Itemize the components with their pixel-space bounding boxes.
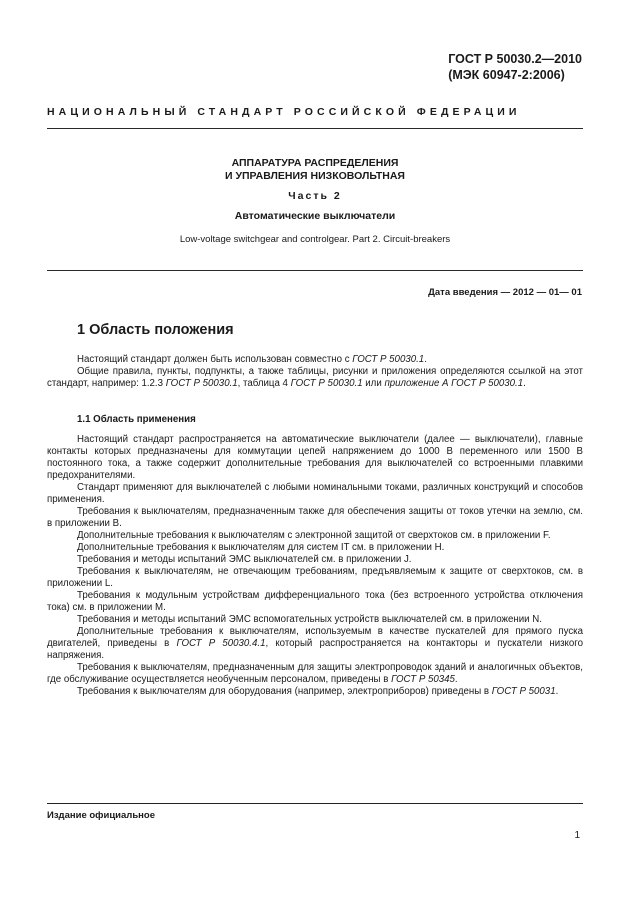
document-subtitle: Автоматические выключатели xyxy=(234,210,396,222)
paragraph: Требования и методы испытаний ЭМС выключателей см. в приложении J. xyxy=(77,554,412,565)
title-divider xyxy=(47,270,583,271)
paragraph: Требования к выключателям, не отвечающим требованиям, предъявляемым к защите от сверхтоков, см. в приложении L. xyxy=(47,566,583,589)
title-line-2: И УПРАВЛЕНИЯ НИЗКОВОЛЬТНАЯ xyxy=(225,170,405,182)
top-divider xyxy=(47,128,583,129)
section-1-heading: 1 Область положения xyxy=(77,322,234,338)
title-line-1: АППАРАТУРА РАСПРЕДЕЛЕНИЯ xyxy=(231,157,399,169)
paragraph: Общие правила, пункты, подпункты, а также таблицы, рисунки и приложения определяются ссылкой на этот стандарт, например: 1.2.3 ГОСТ Р 50030.1, таблица 4 ГОСТ Р 50030.1 или приложение А ГОСТ Р 50030.1. xyxy=(47,366,583,389)
document-title xyxy=(47,157,583,183)
standard-reference: ГОСТ Р 50030.1 xyxy=(352,354,425,365)
standard-reference: ГОСТ Р 50030.4.1 xyxy=(176,638,266,649)
english-title: Low-voltage switchgear and controlgear. Part 2. Circuit-breakers xyxy=(179,234,451,245)
annex-reference: приложение А ГОСТ Р 50030.1 xyxy=(384,378,524,389)
paragraph: Требования к модульным устройствам дифференциального тока (без встроенного устройства отключения тока) см. в приложении М. xyxy=(47,590,583,613)
paragraph: Настоящий стандарт распространяется на автоматические выключатели (далее — выключатели), главные контакты которых предназначены для коммутации цепей напряжением до 1000 В переменного или 1500 В постоянного тока, а также содержит дополнительные требования для выключателей со встроенными плавкими предохранителями. xyxy=(47,434,583,481)
standard-reference: ГОСТ Р 50345 xyxy=(391,674,455,685)
standard-reference: ГОСТ Р 50030.1 xyxy=(290,378,363,389)
official-edition-label: Издание официальное xyxy=(47,810,155,821)
section-1-1-heading: 1.1 Область применения xyxy=(77,414,196,425)
paragraph: Требования к выключателям, предназначенным также для обеспечения защиты от токов утечки на землю, см. в приложении В. xyxy=(47,506,583,529)
footer-divider xyxy=(47,803,583,804)
national-standard-line: НАЦИОНАЛЬНЫЙ СТАНДАРТ РОССИЙСКОЙ ФЕДЕРАЦИИ xyxy=(47,106,521,118)
paragraph: Требования и методы испытаний ЭМС вспомогательных устройств выключателей см. в приложении N. xyxy=(77,614,542,625)
paragraph: Дополнительные требования к выключателям с электронной защитой от сверхтоков см. в приложении F. xyxy=(77,530,551,541)
iec-number: (МЭК 60947-2:2006) xyxy=(448,68,565,82)
paragraph: Требования к выключателям, предназначенным для защиты электропроводок зданий и аналогичных объектов, где обслуживание осуществляется необученным персоналом, приведены в ГОСТ Р 50345. xyxy=(47,662,583,685)
standard-number: ГОСТ Р 50030.2—2010 xyxy=(448,52,582,66)
paragraph: Стандарт применяют для выключателей с любыми номинальными токами, различных конструкций и способов применения. xyxy=(47,482,583,505)
paragraph: Дополнительные требования к выключателям, используемым в качестве пускателей для прямого пуска двигателей, приведены в ГОСТ Р 50030.4.1, который распространяется на контакторы и пускатели низкого напряжения. xyxy=(47,626,583,661)
part-label: Часть 2 xyxy=(288,190,342,202)
standard-number-block xyxy=(448,51,582,83)
paragraph: Дополнительные требования к выключателям для систем IT см. в приложении Н. xyxy=(77,542,445,553)
paragraph: Настоящий стандарт должен быть использован совместно с ГОСТ Р 50030.1. xyxy=(77,354,427,365)
page-number: 1 xyxy=(574,830,580,841)
section-1-body xyxy=(47,354,583,390)
standard-reference: ГОСТ Р 50030.1 xyxy=(165,378,238,389)
section-1-1-body xyxy=(47,434,583,698)
introduction-date: Дата введения — 2012 — 01— 01 xyxy=(428,287,582,298)
paragraph: Требования к выключателям для оборудования (например, электроприборов) приведены в ГОСТ Р 50031. xyxy=(77,686,559,697)
standard-reference: ГОСТ Р 50031 xyxy=(491,686,556,697)
